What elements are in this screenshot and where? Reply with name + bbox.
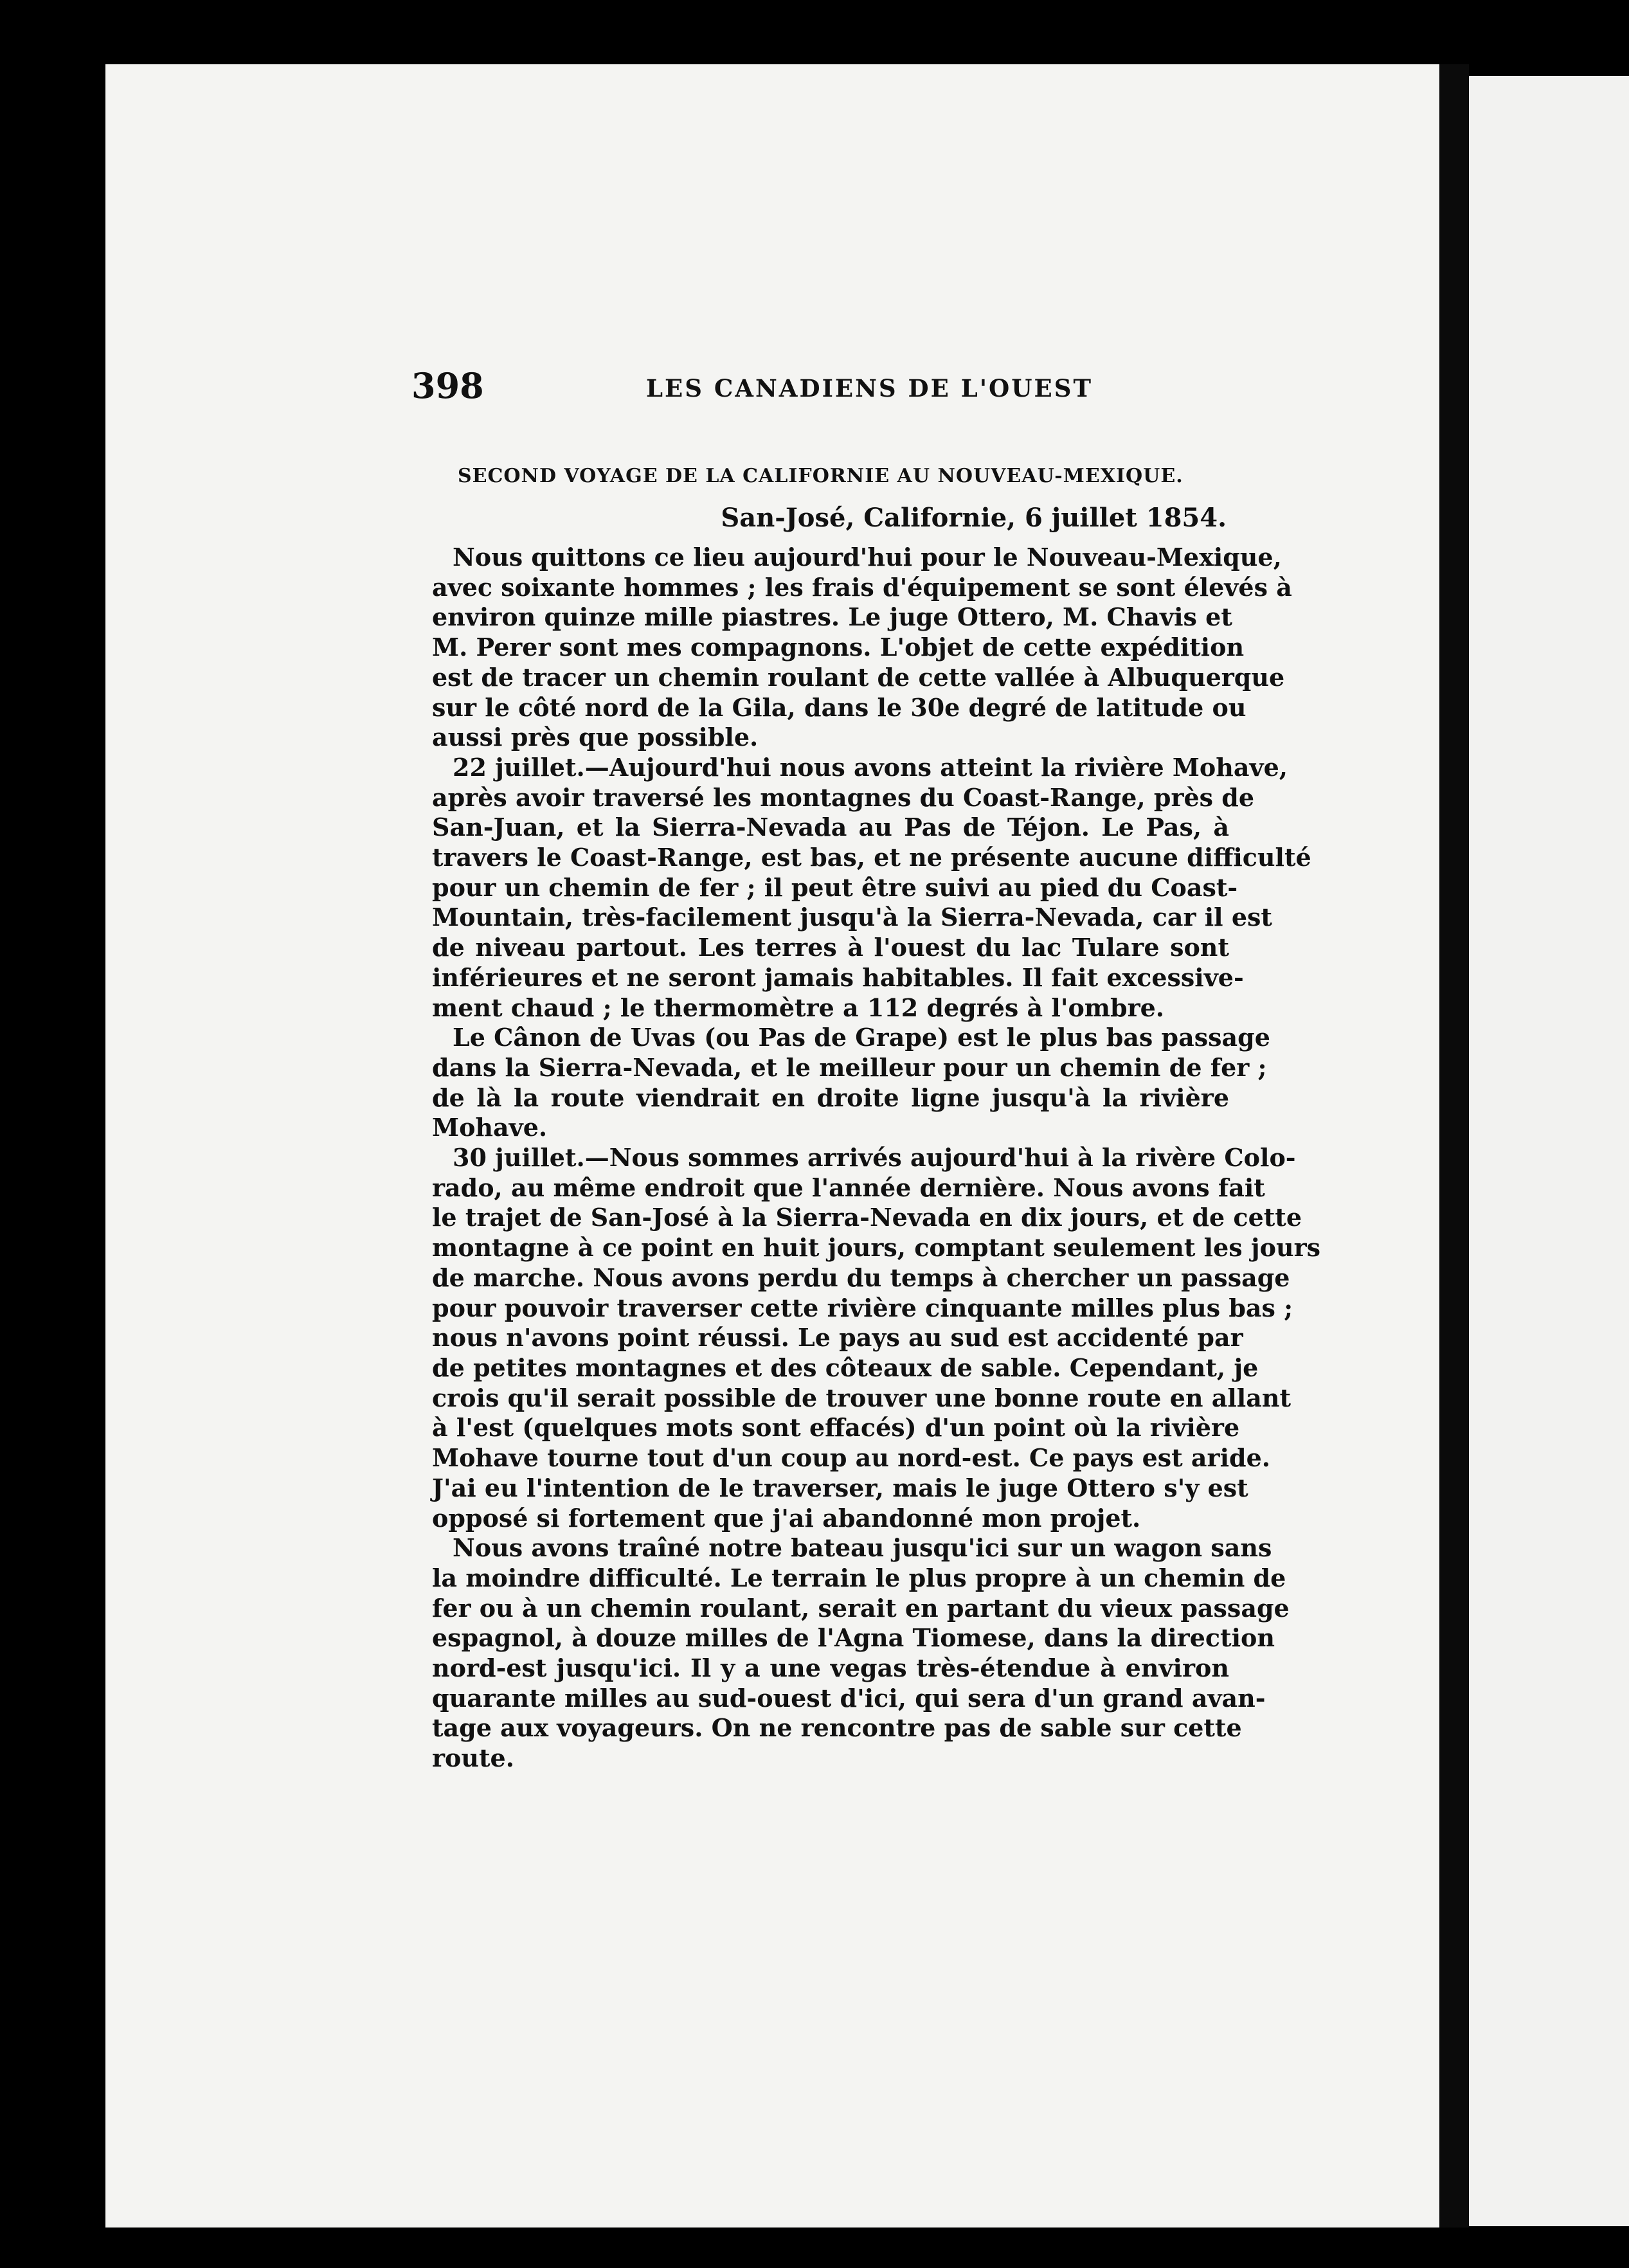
text-line: espagnol, à douze milles de l'Agna Tiomese, dans la direction: [432, 1623, 1275, 1653]
section-heading: SECOND VOYAGE DE LA CALIFORNIE AU NOUVEAU-MEXIQUE.: [458, 465, 1184, 487]
text-line: Mohave tourne tout d'un coup au nord-est. Ce pays est aride.: [432, 1443, 1270, 1473]
text-line: travers le Coast-Range, est bas, et ne présente aucune difficulté: [432, 843, 1311, 872]
text-line: Le Cânon de Uvas (ou Pas de Grape) est le plus bas passage: [453, 1023, 1270, 1052]
paragraph: [432, 752, 1311, 1023]
paragraph: [432, 1143, 1321, 1533]
page-gutter: [1439, 64, 1469, 2228]
text-line: Mohave.: [432, 1113, 548, 1142]
text-line: rado, au même endroit que l'année dernière. Nous avons fait: [432, 1173, 1265, 1202]
text-line: à l'est (quelques mots sont effacés) d'un point où la rivière: [432, 1413, 1240, 1443]
text-line: le trajet de San-José à la Sierra-Nevada en dix jours, et de cette: [432, 1203, 1302, 1232]
text-line: montagne à ce point en huit jours, comptant seulement les jours: [432, 1233, 1321, 1263]
text-line: San-Juan, et la Sierra-Nevada au Pas de Téjon. Le Pas, à: [432, 813, 1229, 842]
text-line: nord-est jusqu'ici. Il y a une vegas très-étendue à environ: [432, 1653, 1229, 1683]
text-line: est de tracer un chemin roulant de cette vallée à Albuquerque: [432, 662, 1285, 692]
text-line: nous n'avons point réussi. Le pays au sud est accidenté par: [432, 1323, 1243, 1353]
text-line: sur le côté nord de la Gila, dans le 30e degré de latitude ou: [432, 692, 1246, 722]
text-line: après avoir traversé les montagnes du Coast-Range, près de: [432, 782, 1255, 812]
facing-page-edge: [1469, 76, 1629, 2226]
text-line: pour un chemin de fer ; il peut être suivi au pied du Coast-: [432, 872, 1238, 902]
text-line: ment chaud ; le thermomètre a 112 degrés à l'ombre.: [432, 993, 1165, 1022]
text-line: pour pouvoir traverser cette rivière cinquante milles plus bas ;: [432, 1293, 1293, 1322]
text-line: de niveau partout. Les terres à l'ouest du lac Tulare sont: [432, 933, 1229, 962]
text-line: opposé si fortement que j'ai abandonné mon projet.: [432, 1503, 1141, 1533]
text-line: fer ou à un chemin roulant, serait en partant du vieux passage: [432, 1593, 1290, 1623]
dateline: San-José, Californie, 6 juillet 1854.: [721, 503, 1227, 533]
text-line: Nous avons traîné notre bateau jusqu'ici sur un wagon sans: [453, 1533, 1272, 1563]
text-line: inférieures et ne seront jamais habitables. Il fait excessive-: [432, 962, 1244, 992]
running-title: LES CANADIENS DE L'OUEST: [646, 374, 1093, 402]
text-line: de là la route viendrait en droite ligne jusqu'à la rivière: [432, 1083, 1229, 1112]
paragraph: [432, 1533, 1290, 1774]
text-line: aussi près que possible.: [432, 723, 759, 752]
paragraph: [432, 543, 1292, 753]
text-line: quarante milles au sud-ouest d'ici, qui sera d'un grand avan-: [432, 1683, 1266, 1713]
text-line: route.: [432, 1743, 514, 1773]
text-line: environ quinze mille piastres. Le juge Ottero, M. Chavis et: [432, 602, 1232, 632]
text-line: avec soixante hommes ; les frais d'équipement se sont élevés à: [432, 572, 1292, 602]
running-head: [411, 365, 1221, 417]
text-line: la moindre difficulté. Le terrain le plus propre à un chemin de: [432, 1563, 1286, 1592]
text-line: Mountain, très-facilement jusqu'à la Sierra-Nevada, car il est: [432, 903, 1272, 932]
text-line: Nous quittons ce lieu aujourd'hui pour le Nouveau-Mexique,: [453, 543, 1282, 572]
page-number: 398: [411, 365, 484, 406]
paragraph: [432, 1023, 1270, 1143]
text-line: M. Perer sont mes compagnons. L'objet de cette expédition: [432, 633, 1245, 662]
text-line: crois qu'il serait possible de trouver une bonne route en allant: [432, 1383, 1292, 1412]
text-line: tage aux voyageurs. On ne rencontre pas de sable sur cette: [432, 1713, 1242, 1743]
paragraph-list: [432, 543, 1321, 1774]
text-line: dans la Sierra-Nevada, et le meilleur pour un chemin de fer ;: [432, 1052, 1267, 1082]
page-body: [432, 455, 1321, 1774]
text-line: de marche. Nous avons perdu du temps à chercher un passage: [432, 1263, 1290, 1292]
text-line: de petites montagnes et des côteaux de sable. Cependant, je: [432, 1353, 1259, 1382]
text-line: 22 juillet.—Aujourd'hui nous avons atteint la rivière Mohave,: [453, 752, 1288, 782]
text-line: J'ai eu l'intention de le traverser, mais le juge Ottero s'y est: [432, 1473, 1248, 1502]
text-line: 30 juillet.—Nous sommes arrivés aujourd'hui à la rivère Colo-: [453, 1143, 1296, 1173]
